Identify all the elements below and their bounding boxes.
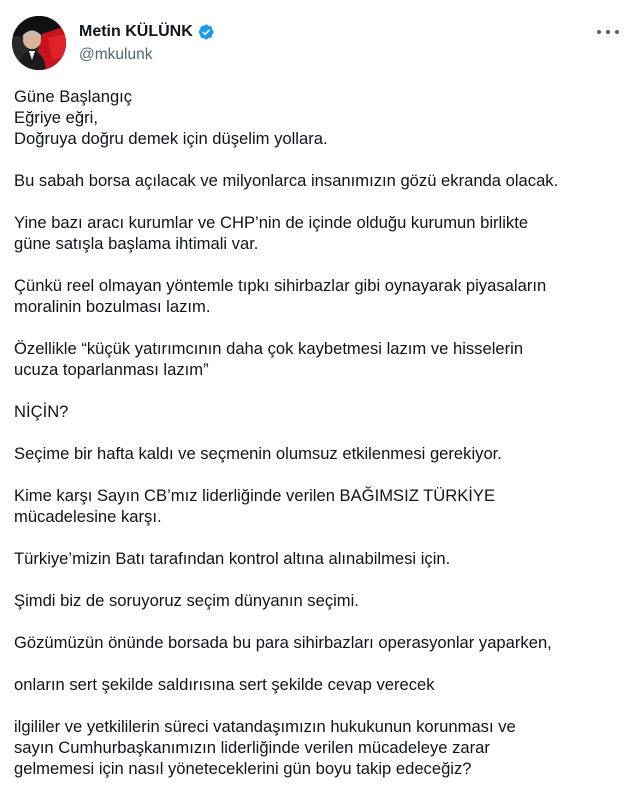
tweet-paragraph: Gözümüzün önünde borsada bu para sihirbazları operasyonlar yaparken,	[14, 633, 552, 652]
more-dot-icon	[597, 30, 601, 34]
more-dot-icon	[606, 30, 610, 34]
display-name-row	[79, 21, 215, 43]
avatar[interactable]	[12, 16, 66, 70]
tweet-paragraph: Yine bazı aracı kurumlar ve CHP’nin de içinde olduğu kurumun birlikte güne satışla başlama ihtimali var.	[14, 213, 529, 253]
tweet-paragraph: Seçime bir hafta kaldı ve seçmenin olumsuz etkilenmesi gerekiyor.	[14, 444, 502, 463]
author-handle[interactable]: @mkulunk	[79, 46, 153, 63]
tweet-paragraph: Kime karşı Sayın CB’mız liderliğinde verilen BAĞIMSIZ TÜRKİYE mücadelesine karşı.	[14, 486, 496, 526]
tweet-paragraph: Şimdi biz de soruyoruz seçim dünyanın seçimi.	[14, 591, 359, 610]
more-dot-icon	[615, 30, 619, 34]
tweet-text	[14, 86, 624, 800]
tweet-paragraph: Çünkü reel olmayan yöntemle tıpkı sihirbazlar gibi oynayarak piyasaların moralinin bozulması lazım.	[14, 276, 547, 316]
tweet-paragraph: Güne Başlangıç Eğriye eğri, Doğruya doğru demek için düşelim yollara.	[14, 87, 328, 148]
more-options-button[interactable]	[597, 23, 619, 41]
verified-badge-icon[interactable]	[197, 23, 215, 41]
profile-photo-icon	[12, 16, 66, 70]
author-names	[79, 21, 215, 64]
tweet-paragraph: onların sert şekilde saldırısına sert şekilde cevap verecek	[14, 675, 435, 694]
author-display-name[interactable]: Metin KÜLÜNK	[79, 23, 193, 40]
tweet-header	[12, 15, 623, 71]
tweet-paragraph: Bu sabah borsa açılacak ve milyonlarca insanımızın gözü ekranda olacak.	[14, 171, 559, 190]
tweet-paragraph: Özellikle “küçük yatırımcının daha çok kaybetmesi lazım ve hisselerin ucuza toparlanması lazım”	[14, 339, 524, 379]
tweet-paragraph: ilgililer ve yetkililerin süreci vatandaşımızın hukukunun korunması ve sayın Cumhurbaşkanımızın liderliğinde verilen mücadeleye zarar gelmemesi için nasıl yöneteceklerini gün boyu takip edeceğiz?	[14, 717, 516, 778]
tweet-paragraph: Türkiye’mizin Batı tarafından kontrol altına alınabilmesi için.	[14, 549, 451, 568]
tweet-paragraph: NİÇİN?	[14, 402, 69, 421]
